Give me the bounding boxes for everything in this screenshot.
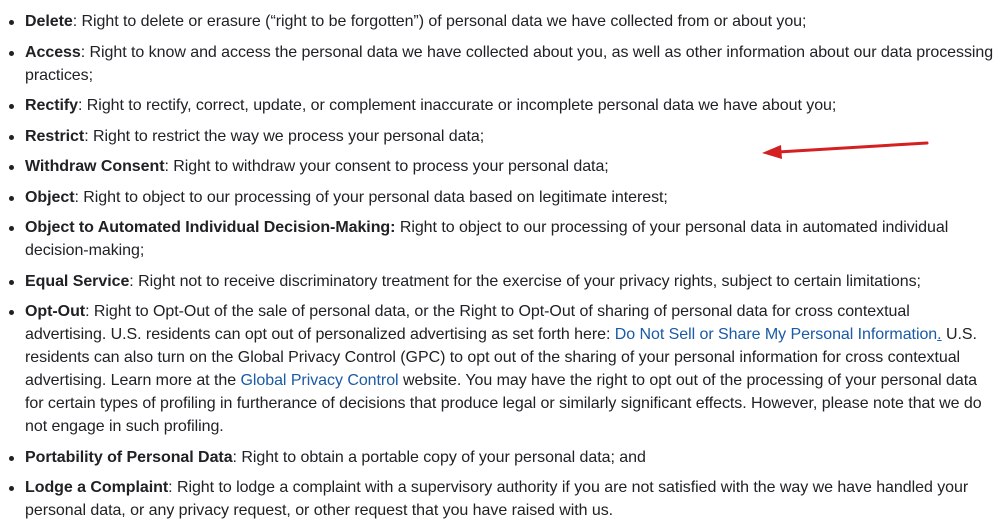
bullet-icon [9, 165, 14, 170]
list-item-object-automated [0, 216, 1000, 262]
right-description: U.S. residents can also turn on the Global Privacy Control (GPC) to opt out of the sharing of your personal information for cross contextual advertising. Learn more at the [25, 326, 977, 389]
bullet-icon [9, 486, 14, 491]
right-term: Delete [25, 13, 73, 30]
list-item-opt-out [0, 300, 1000, 438]
list-item-delete [0, 10, 1000, 33]
right-description: Right to object to our processing of your personal data in automated individual decision-making; [25, 219, 949, 259]
bullet-icon [9, 226, 14, 231]
global-privacy-control-link[interactable]: Global Privacy Control [240, 372, 399, 389]
right-term: Portability of Personal Data [25, 448, 233, 466]
right-description: : Right to restrict the way we process your personal data; [84, 127, 485, 145]
right-term: Withdraw Consent [25, 158, 165, 175]
list-item-access [0, 41, 1000, 87]
bullet-icon [9, 196, 14, 201]
right-term: Opt-Out [25, 303, 86, 320]
right-description: : Right to withdraw your consent to process your personal data; [164, 158, 609, 175]
bullet-icon [9, 135, 14, 140]
bullet-icon [9, 310, 14, 315]
bullet-icon [9, 51, 14, 56]
list-item-rectify [0, 94, 1000, 117]
right-term: Access [25, 43, 81, 61]
right-description: : Right to delete or erasure (“right to be forgotten”) of personal data we have collected from or about you; [72, 13, 807, 30]
right-description: : Right not to receive discriminatory treatment for the exercise of your privacy rights, subject to certain limitations; [129, 272, 921, 290]
list-item-object [0, 186, 1000, 209]
rights-list [0, 10, 1000, 530]
bullet-icon [9, 20, 14, 25]
list-item-portability [0, 446, 1000, 469]
right-description: : Right to rectify, correct, update, or complement inaccurate or incomplete personal data we have about you; [78, 97, 837, 114]
right-term: Rectify [25, 97, 79, 114]
bullet-icon [9, 456, 14, 461]
bullet-icon [9, 280, 14, 285]
right-term: Object [25, 188, 75, 206]
do-not-sell-link-period[interactable]: . [937, 326, 942, 343]
right-term: Object to Automated Individual Decision-Making: [25, 219, 396, 236]
right-term: Restrict [25, 127, 85, 145]
do-not-sell-link[interactable]: Do Not Sell or Share My Personal Information [614, 326, 938, 343]
list-item-lodge-complaint [0, 476, 1000, 522]
list-item-restrict [0, 125, 1000, 148]
right-term: Equal Service [25, 272, 130, 290]
right-term: Lodge a Complaint [25, 479, 169, 496]
right-description: : Right to Opt-Out of the sale of personal data, or the Right to Opt-Out of sharing of personal data for cross contextual advertising. U.S. residents can opt out of personalized advertising as set forth here: [25, 303, 910, 343]
right-description: : Right to know and access the personal data we have collected about you, as well as other information about our data processing practices; [25, 43, 994, 84]
bullet-icon [9, 104, 14, 109]
list-item-withdraw-consent [0, 155, 1000, 178]
right-description: : Right to lodge a complaint with a supervisory authority if you are not satisfied with the way we have handled your personal data, or any privacy request, or other request that you have raised with us. [25, 479, 969, 519]
right-description: : Right to object to our processing of your personal data based on legitimate interest; [74, 188, 668, 206]
right-description: : Right to obtain a portable copy of your personal data; and [232, 448, 646, 466]
list-item-equal-service [0, 270, 1000, 293]
right-description: website. You may have the right to opt out of the processing of your personal data for certain types of profiling in furtherance of decisions that produce legal or similarly significant effects. However, please note that we do not engage in such profiling. [25, 372, 982, 435]
